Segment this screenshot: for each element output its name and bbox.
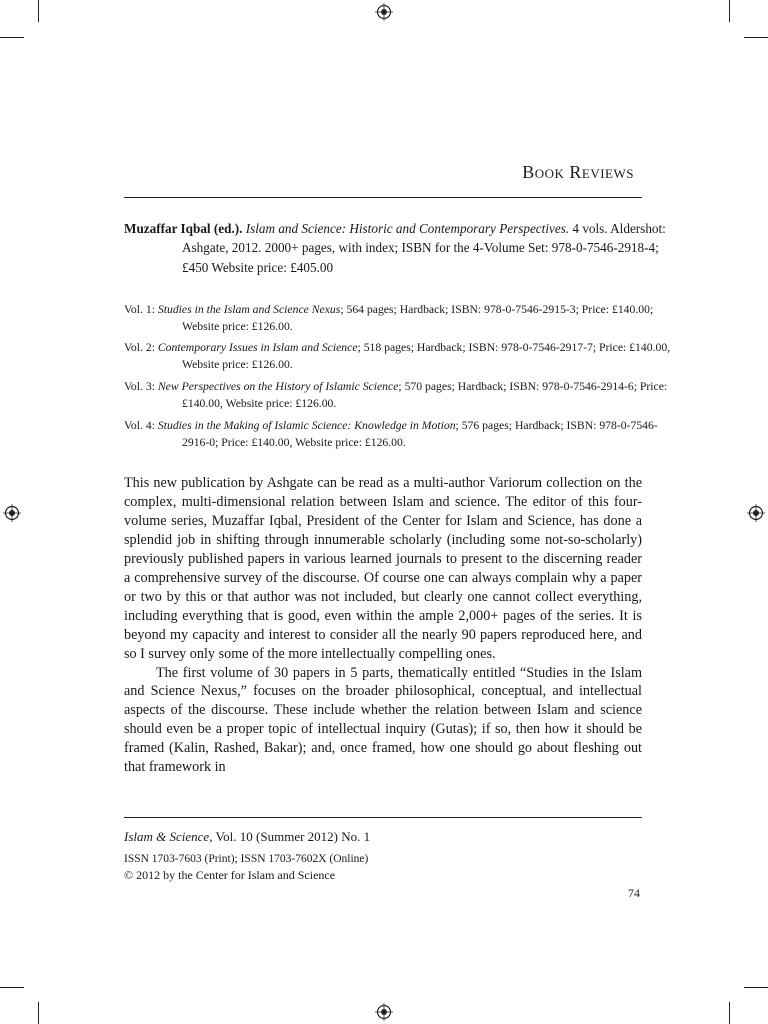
footer-rule xyxy=(124,817,642,818)
volume-details: ; 518 pages; Hardback; ISBN: 978-0-7546-2917-7; Price: £140.00, Website price: £126.00. xyxy=(182,341,671,371)
volume-label: Vol. 3: xyxy=(124,380,155,393)
book-details: 4 vols. Aldershot: Ashgate, 2012. 2000+ pages, with index; ISBN for the 4-Volume Set: 978-0-7546-2918-4; £450 Website price: £405.00 xyxy=(182,221,666,275)
body-paragraph: This new publication by Ashgate can be read as a multi-author Variorum collection on the complex, multi-dimensional relation between Islam and science. The editor of this four-volume series, Muzaffar Iqbal, President of the Center for Islam and Science, has done a splendid job in shifting through innumerable scholarly (including some not-so-scholarly) previously published papers in various learned journals to present to the discerning reader a comprehensive survey of the discourse. Of course one can always complain why a paper or two by this or that author was not included, but clearly one cannot collect everything, including everything that is good, even within the ample 2,000+ pages of the series. It is beyond my capacity and interest to consider all the nearly 90 papers reproduced here, and so I survey only some of the more intellectually compelling ones. xyxy=(124,475,642,662)
volume-details: ; 576 pages; Hardback; ISBN: 978-0-7546-2916-0; Price: £140.00, Website price: £126.00. xyxy=(182,419,658,449)
crop-mark-top-left-vertical xyxy=(38,0,39,22)
registration-mark-icon xyxy=(3,504,21,522)
volume-entry-2 xyxy=(124,339,678,373)
volume-title: New Perspectives on the History of Islamic Science xyxy=(157,380,399,393)
journal-volume: , Vol. 10 (Summer 2012) No. 1 xyxy=(209,829,371,844)
section-title: Book Reviews xyxy=(522,162,634,182)
volume-details: ; 564 pages; Hardback; ISBN: 978-0-7546-2915-3; Price: £140.00; Website price: £126.00. xyxy=(182,303,654,333)
page-number: 74 xyxy=(628,886,640,900)
volume-label: Vol. 4: xyxy=(124,419,155,432)
volume-title: Studies in the Islam and Science Nexus xyxy=(157,303,341,316)
copyright-line: © 2012 by the Center for Islam and Science xyxy=(124,868,336,882)
issn-line: ISSN 1703-7603 (Print); ISSN 1703-7602X (Online) xyxy=(124,853,369,865)
crop-mark-bottom-left-vertical xyxy=(38,1002,39,1024)
volume-title: Contemporary Issues in Islam and Science xyxy=(157,341,358,354)
crop-mark-top-right-horizontal xyxy=(744,37,768,38)
crop-mark-top-right-vertical xyxy=(729,0,730,22)
header-rule xyxy=(124,197,642,198)
volume-entry-4 xyxy=(124,417,678,451)
volume-entry-3 xyxy=(124,378,678,412)
registration-mark-icon xyxy=(375,1003,393,1021)
crop-mark-top-left-horizontal xyxy=(0,37,24,38)
journal-name: Islam & Science xyxy=(124,829,210,844)
volume-title: Studies in the Making of Islamic Science: Knowledge in Motion xyxy=(157,419,456,432)
editor-name: Muzaffar Iqbal (ed.). xyxy=(124,221,243,236)
volume-entry-1 xyxy=(124,301,678,335)
registration-mark-icon xyxy=(747,504,765,522)
registration-mark-icon xyxy=(375,3,393,21)
book-title: Islam and Science: Historic and Contemporary Perspectives. xyxy=(245,221,570,236)
volume-label: Vol. 1: xyxy=(124,303,155,316)
main-bibliographic-entry xyxy=(124,219,678,277)
crop-mark-bottom-right-horizontal xyxy=(744,987,768,988)
crop-mark-bottom-left-horizontal xyxy=(0,987,24,988)
volume-label: Vol. 2: xyxy=(124,341,155,354)
review-body xyxy=(124,474,642,777)
body-paragraph: The first volume of 30 papers in 5 parts, thematically entitled “Studies in the Islam and Science Nexus,” focuses on the broader philosophical, conceptual, and intellectual aspects of the discourse. These include whether the relation between Islam and science should even be a proper topic of intellectual inquiry (Gutas); if so, then how it should be framed (Kalin, Rashed, Bakar); and, once framed, how one should go about fleshing out that framework in xyxy=(124,664,642,776)
journal-citation xyxy=(124,829,370,845)
volume-details: ; 570 pages; Hardback; ISBN: 978-0-7546-2914-6; Price: £140.00, Website price: £126.00. xyxy=(182,380,668,410)
crop-mark-bottom-right-vertical xyxy=(729,1002,730,1024)
